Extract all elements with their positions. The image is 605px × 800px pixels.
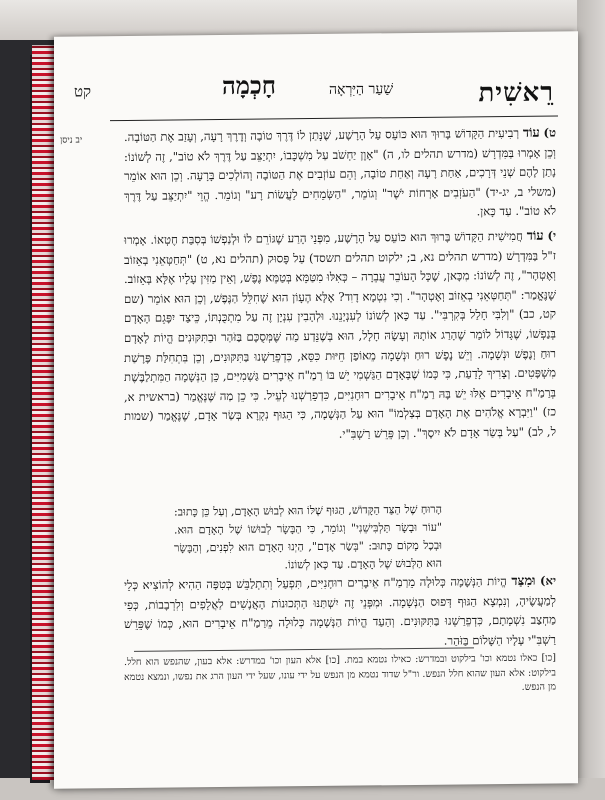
- paragraph-lead-word: עוֹד: [526, 228, 544, 244]
- gate-title: שַׁעַר הַיִּרְאָה: [329, 81, 394, 98]
- book-title-wisdom: חָכְמָה: [222, 70, 276, 100]
- background-right: [577, 0, 605, 800]
- paragraph-number: יא): [540, 573, 557, 588]
- zohar-quote-inset: הָרוּחַ שֶׁל הַצַּד הַקָּדוֹשׁ, הַגּוּף שֶׁלּוֹ הוּא לְבוּשׁ הָאָדָם, וְעַל כֵּן כָּתוּב: "עוֹר וּבָשָׂר תַּלְבִּישֵׁנִי" וְגוֹמֵר, כִּי הַבָּשָׂר לְבוּשׁוֹ שֶׁל הָאָדָם הוּא. וּבְכָל מָקוֹם כָּתוּב: "בְּשַׂר אָדָם", הַיְנוּ הָאָדָם הוּא לִפְנִים, וְהַבָּשָׂר הוּא הַלְּבוּשׁ שֶׁל הָאָדָם. עַד כָּאן לְשׁוֹנוֹ.: [174, 502, 442, 572]
- book-page: [54, 31, 578, 788]
- paragraph-text: רְבִיעִית הַקָּדוֹשׁ בָּרוּךְ הוּא כּוֹעֵס עַל הָרָשָׁע, שֶׁנָּתַן לוֹ דֶּרֶךְ טוֹבָה וְדֶרֶךְ רָעָה, וְעָזַב אֶת הַטּוֹבָה. וְכֵן אָמְרוּ בַּמִּדְרָשׁ (מדרש תהלים לו, ה) "אָוֶן יַחְשֹׁב עַל מִשְׁכָּבוֹ, יִתְיַצֵּב עַל דֶּרֶךְ לֹא טוֹב", זֶה לְשׁוֹנוֹ: נָתַן לָהֶם שְׁנֵי דְּרָכִים, אַחַת רָעָה וְאַחַת טוֹבָה, וְהֵם עוֹזְבִים אֶת הַטּוֹבָה וְהוֹלְכִים בָּרָעָה. וְכֵן הוּא אוֹמֵר (משלי ב, יג-יד) "הַעֹזְבִים אָרְחוֹת יֹשֶׁר" וְגוֹמֵר, "הַשְּׂמֵחִים לַעֲשׂוֹת רָע" וְגוֹמֵר. הֱוֵי "יִתְיַצֵּב עַל דֶּרֶךְ לֹא טוֹב". עַד כָּאן.: [124, 125, 556, 219]
- main-text-continued: [124, 571, 556, 659]
- paragraph-lead-word: עוֹד: [522, 125, 540, 141]
- paragraph-text: הֱיוֹת הַנְּשָׁמָה כְּלוּלָה מֵרַמַ"ח אֵיבָרִים רוּחָנִיִּים, תִּפְעַל וְתִתְלַבֵּשׁ בְּטִפָּה הַהִיא לְהוֹצִיא כְּלֵי לְמַעֲשֶׂיהָ, וְנִמְצָא הַגּוּף דְּפוּס הַנְּשָׁמָה. וּמִפְּנֵי זֶה יִשְׁתַּנּוּ הַתְּכוּנוֹת הָאֲנָשִׁים לַאֲלָפִים וְלִרְבָבוֹת, כְּפִי מַחְצַב נִשְׁמָתָם, כִּדְפֵרַשְׁנוּ בַּתִּקּוּנִים. וְהַעַד הֱיוֹת הַנְּשָׁמָה כְּלוּלָה מֵרַמַ"ח אֵיבָרִים הוּא, כְּמוֹ שֶׁפֵּרֵשׁ רַשְׁבִּ"י עָלָיו הַשָּׁלוֹם בַּזֹּהַר.: [124, 574, 556, 648]
- paragraph-number: ט): [543, 125, 556, 140]
- page-edges: [32, 45, 56, 780]
- folio-number: קט: [74, 82, 92, 101]
- page-header: [74, 67, 558, 112]
- footnote: [כו] כאלו נטמא וכו' בילקוט ובמדרש: כאילו נטמא במת. [כו] אלא העון וכו' במדרש: אלא בעון, שהנפש הוא חלל. בילקוט: אלא העון שהוא חלל הנפש. ור"ל שדוד נטמא מן הנפש על ידי עונו, שעל ידי העון הרג את נפשו, ונמצא נטמא מן הנפש.: [124, 652, 556, 693]
- main-text: [124, 123, 556, 451]
- header-rule: [110, 115, 558, 121]
- paragraph-number: י): [547, 228, 556, 243]
- paragraph-9: [124, 123, 556, 225]
- date-side-note: יב ניסן: [60, 135, 83, 146]
- paragraph-lead-word: וּמִצַּד: [511, 573, 536, 589]
- paragraph-text: חֲמִישִׁית הַקָּדוֹשׁ בָּרוּךְ הוּא כּוֹעֵס עַל הָרָשָׁע, מִפְּנֵי הָרַע שֶׁגּוֹרֵם לוֹ וּלְנַפְשׁוֹ בְּסִבַּת חֶטְאוֹ. אָמְרוּ ז"ל בַּמִּדְרָשׁ (מדרש תהלים נא, ב; ילקוט תהלים תשסד) עַל פָּסוּק (תהלים נא, ט) "תְּחַטְּאֵנִי בְאֵזוֹב וְאֶטְהָר", זֶה לְשׁוֹנוֹ: מִכָּאן, שֶׁכָּל הָעוֹבֵר עֲבֵרָה – כְּאִלּוּ מִטַּמֵּא בְּטַמֵּא נֶפֶשׁ, וְאֵין מַזִּין עָלָיו אֶלָּא בְּאֵזוֹב. שֶׁנֶּאֱמַר: "תְּחַטְּאֵנִי בְאֵזוֹב וְאֶטְהָר". וְכִי נִטְמָא דָוִד? אֶלָּא הֶעָוֹן הוּא שֶׁחִלֵּל הַנֶּפֶשׁ, וְכֵן הוּא אוֹמֵר (שם קט, כב) "וְלִבִּי חָלַל בְּקִרְבִּי". עַד כָּאן לְשׁוֹנוֹ לְעִנְיָנֵנוּ. וּלְהָבִין עִנְיָן זֶה עַל מִתְכֻּנְתּוֹ, כֵּיצַד יִפָּגֵם הָאָדָם בְּנַפְשׁוֹ, שֶׁגָּדוֹל לוֹמַר שֶׁהָרַג אוֹתָהּ וְעָשָׂהּ חָלָל, הוּא בְּשֶׁנֵּדַע מַה שֶּׁמְּסֻכָּם בַּזֹּהַר וּבַתִּקּוּנִים הֱיוֹת לָאָדָם רוּחַ וְנֶפֶשׁ וּנְשָׁמָה. וְיֵשׁ נֶפֶשׁ רוּחַ וּנְשָׁמָה מֵאוֹפַן חֵיּוּת כִּסֵּא, כִּדְפֵרַשְׁנוּ בַּתִּקּוּנִים, וְכֵן בִּתְחִלַּת פָּרָשַׁת מִשְׁפָּטִים. וְצָרִיךְ לָדַעַת, כִּי כְּמוֹ שֶׁבָּאָדָם הַגַּשְׁמִי יֵשׁ בּוֹ רַמַ"ח אֵיבָרִים גַּשְׁמִיִּים, כֵּן הַנְּשָׁמָה הַמִּתְלַבֶּשֶׁת בְּרַמַ"ח אֵיבָרִים אֵלּוּ יֵשׁ בָּהּ רַמַ"ח אֵיבָרִים רוּחָנִיִּים, כִּדְפֵרַשְׁנוּ לְעֵיל. כִּי כֵן מַה שֶּׁנֶּאֱמַר (בראשית א, כז) "וַיִּבְרָא אֱלֹהִים אֶת הָאָדָם בְּצַלְמוֹ" הוּא עַל הַנְּשָׁמָה, כִּי הַגּוּף נִקְרָא בְּשַׂר אָדָם, שֶׁנֶּאֱמַר (שמות ל, לב) "עַל בְּשַׂר אָדָם לֹא יִיסָךְ". וְכֵן פֵּרֵשׁ רַשְׁבִּ"י.: [124, 228, 556, 441]
- paragraph-10: [124, 226, 556, 446]
- book-title: רֵאשִׁית: [478, 77, 554, 109]
- paragraph-11: [124, 571, 556, 654]
